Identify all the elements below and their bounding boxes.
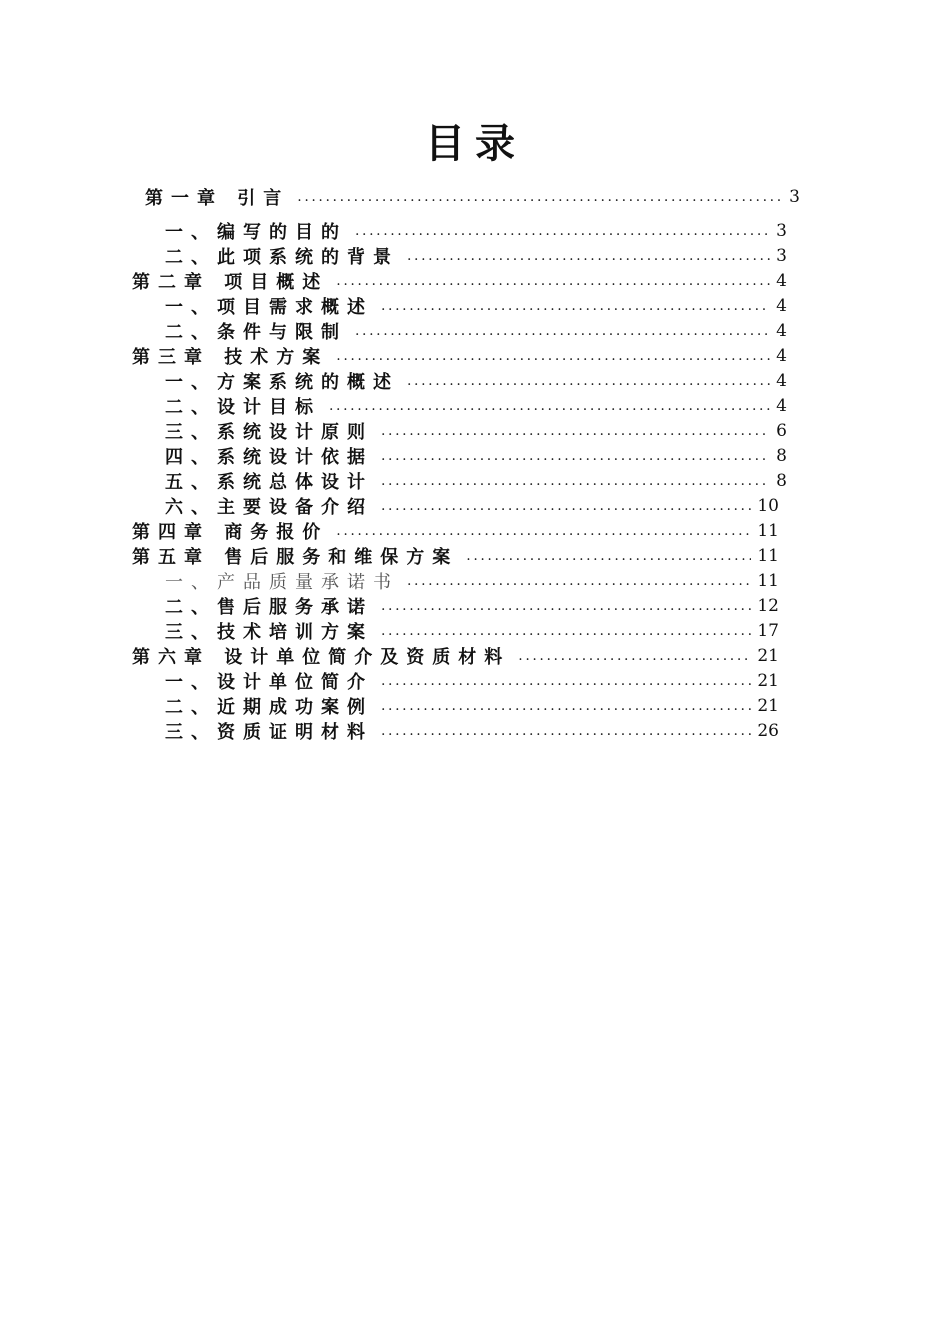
toc-entry-page: 3 <box>789 186 800 207</box>
toc-entry-page: 17 <box>757 620 779 641</box>
toc-entry-chapter-2[interactable] <box>132 268 787 293</box>
leader-dots <box>297 189 783 205</box>
leader-dots <box>407 248 770 264</box>
toc-entry-3-5[interactable] <box>165 468 787 493</box>
leader-dots <box>336 273 770 289</box>
leader-dots <box>381 623 751 639</box>
toc-entry-label: 一、产品质量承诺书 <box>165 571 399 593</box>
toc-entry-label: 三、资质证明材料 <box>165 721 373 743</box>
toc-entry-page: 4 <box>776 370 787 391</box>
toc-entry-label: 一、设计单位简介 <box>165 671 373 693</box>
toc-entry-page: 3 <box>776 220 787 241</box>
toc-entry-3-6[interactable] <box>165 493 779 518</box>
toc-entry-1-1[interactable] <box>165 218 787 243</box>
toc-entry-6-2[interactable] <box>165 693 779 718</box>
toc-entry-chapter-1[interactable] <box>145 184 800 209</box>
toc-entry-label: 六、主要设备介绍 <box>165 496 373 518</box>
leader-dots <box>381 598 751 614</box>
toc-entry-label: 二、设计目标 <box>165 396 321 418</box>
toc-entry-label: 二、近期成功案例 <box>165 696 373 718</box>
leader-dots <box>355 323 770 339</box>
toc-entry-page: 21 <box>757 645 779 666</box>
toc-entry-page: 4 <box>776 320 787 341</box>
toc-entry-label: 三、技术培训方案 <box>165 621 373 643</box>
leader-dots <box>518 648 751 664</box>
toc-entry-label: 第三章 技术方案 <box>132 346 329 368</box>
toc-entry-6-1[interactable] <box>165 668 779 693</box>
leader-dots <box>336 523 751 539</box>
toc-entry-chapter-5[interactable] <box>132 543 779 568</box>
toc-entry-label: 第四章 商务报价 <box>132 521 329 543</box>
toc-entry-page: 4 <box>776 395 787 416</box>
leader-dots <box>381 448 770 464</box>
toc-entry-5-1[interactable] <box>165 568 779 593</box>
toc-entry-page: 26 <box>757 720 779 741</box>
toc-entry-label: 第六章 设计单位简介及资质材料 <box>132 646 511 668</box>
toc-entry-label: 第一章 引言 <box>145 187 290 209</box>
toc-entry-page: 4 <box>776 270 787 291</box>
toc-entry-3-3[interactable] <box>165 418 787 443</box>
toc-entry-6-3[interactable] <box>165 718 779 743</box>
leader-dots <box>407 573 751 589</box>
toc-entry-page: 8 <box>776 470 787 491</box>
leader-dots <box>381 298 770 314</box>
toc-entry-page: 11 <box>757 520 779 541</box>
toc-entry-label: 一、编写的目的 <box>165 221 347 243</box>
toc-entry-5-2[interactable] <box>165 593 779 618</box>
toc-entry-1-2[interactable] <box>165 243 787 268</box>
toc-entry-page: 4 <box>776 295 787 316</box>
leader-dots <box>407 373 770 389</box>
toc-entry-2-1[interactable] <box>165 293 787 318</box>
leader-dots <box>381 498 751 514</box>
toc-entry-page: 6 <box>776 420 787 441</box>
toc-entry-2-2[interactable] <box>165 318 787 343</box>
toc-entry-chapter-4[interactable] <box>132 518 779 543</box>
toc-entry-page: 10 <box>757 495 779 516</box>
leader-dots <box>466 548 751 564</box>
toc-entry-label: 三、系统设计原则 <box>165 421 373 443</box>
toc-entry-label: 二、此项系统的背景 <box>165 246 399 268</box>
toc-entry-page: 8 <box>776 445 787 466</box>
leader-dots <box>381 723 751 739</box>
toc-entry-3-4[interactable] <box>165 443 787 468</box>
toc-entry-page: 3 <box>776 245 787 266</box>
toc-entry-chapter-6[interactable] <box>132 643 779 668</box>
leader-dots <box>381 423 770 439</box>
leader-dots <box>355 223 770 239</box>
toc-entry-page: 11 <box>757 545 779 566</box>
toc-entry-label: 第五章 售后服务和维保方案 <box>132 546 459 568</box>
toc-entry-label: 一、方案系统的概述 <box>165 371 399 393</box>
toc-entry-3-2[interactable] <box>165 393 787 418</box>
toc-entry-page: 11 <box>757 570 779 591</box>
toc-entry-label: 四、系统设计依据 <box>165 446 373 468</box>
toc-entry-3-1[interactable] <box>165 368 787 393</box>
leader-dots <box>329 398 770 414</box>
leader-dots <box>381 473 770 489</box>
leader-dots <box>381 673 751 689</box>
leader-dots <box>381 698 751 714</box>
toc-entry-label: 一、项目需求概述 <box>165 296 373 318</box>
toc-entry-page: 12 <box>757 595 779 616</box>
page-title: 目录 <box>425 120 525 167</box>
toc-entry-page: 4 <box>776 345 787 366</box>
toc-entry-label: 五、系统总体设计 <box>165 471 373 493</box>
leader-dots <box>336 348 770 364</box>
toc-entry-label: 第二章 项目概述 <box>132 271 329 293</box>
toc-entry-label: 二、售后服务承诺 <box>165 596 373 618</box>
toc-entry-5-3[interactable] <box>165 618 779 643</box>
toc-entry-label: 二、条件与限制 <box>165 321 347 343</box>
toc-entry-page: 21 <box>757 695 779 716</box>
toc-entry-chapter-3[interactable] <box>132 343 787 368</box>
toc-entry-page: 21 <box>757 670 779 691</box>
